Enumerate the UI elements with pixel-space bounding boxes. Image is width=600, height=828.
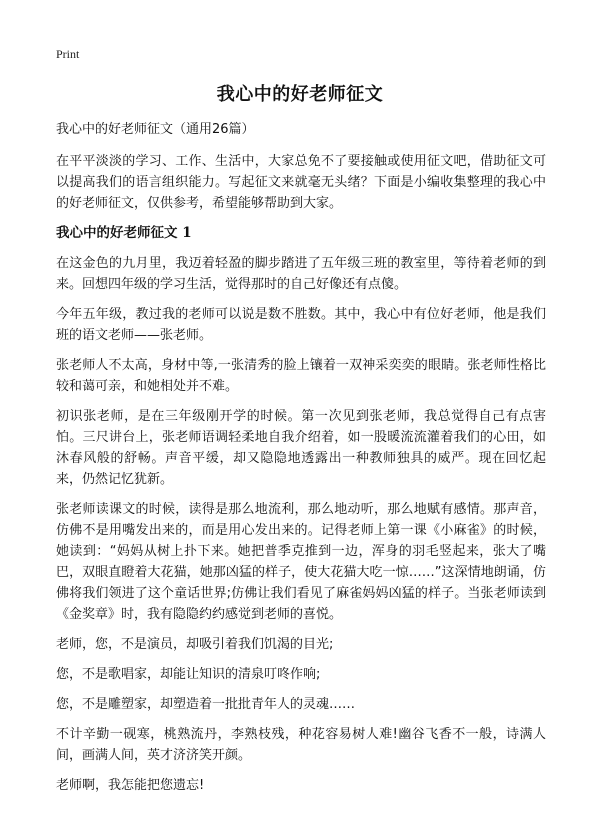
body-paragraph: 您，不是雕塑家，却塑造着一批批青年人的灵魂…… [56,697,356,712]
intro-paragraph: 在平平淡淡的学习、工作、生活中，大家总免不了要接触或使用征文吧，借助征文可以提高我们的语言组织能力。写起征文来就毫无头绪？下面是小编收集整理的我心中的好老师征文，仅供参考，希望能够帮助到大家。 [56,154,546,211]
body-paragraph: 张老师人不太高，身材中等,一张清秀的脸上镶着一双神采奕奕的眼睛。张老师性格比较和蔼可亲，和她相处并不难。 [56,358,546,394]
body-paragraph: 您，不是歌唱家，却能让知识的清泉叮咚作响; [56,667,321,682]
body-paragraph: 老师啊，我怎能把您遗忘! [56,778,205,793]
section-heading: 我心中的好老师征文 1 [56,225,192,241]
body-paragraph: 张老师读课文的时候，读得是那么地流利，那么地动听，那么地赋有感情。那声音，仿佛不是用嘴发出来的，而是用心发出来的。记得老师上第一课《小麻雀》的时候，她读到：“妈妈从树上扑下来。她把普季克推到一边，浑身的羽毛竖起来，张大了嘴巴，双眼直瞪着大花猫，她那凶猛的样子，使大花猫大吃一惊……”这深情地朗诵，仿佛将我们领进了这个童话世界;仿佛让我们看见了麻雀妈妈凶猛的样子。当张老师读到《金奖章》时，我有隐隐约约感觉到老师的喜悦。 [56,502,546,622]
body-paragraph: 老师，您，不是演员，却吸引着我们饥渴的目光; [56,637,334,652]
print-link[interactable]: Print [56,47,80,61]
body-paragraph: 不计辛勤一砚寒，桃熟流丹，李熟枝残，种花容易树人难!幽谷飞香不一般，诗满人间，画满人间，英才济济笑开颜。 [56,727,546,763]
page-title: 我心中的好老师征文 [216,84,384,105]
article-body [56,120,546,805]
article-subtitle: 我心中的好老师征文（通用26篇） [56,122,255,137]
body-paragraph: 今年五年级，教过我的老师可以说是数不胜数。其中，我心中有位好老师，他是我们班的语文老师——张老师。 [56,307,546,343]
body-paragraph: 初识张老师，是在三年级刚开学的时候。第一次见到张老师，我总觉得自己有点害怕。三尺讲台上，张老师语调轻柔地自我介绍着，如一股暖流流灌着我们的心田，如沐春风般的舒畅。声音平缓，却又隐隐地透露出一种教师独具的威严。现在回忆起来，仍然记忆犹新。 [56,409,546,487]
body-paragraph: 在这金色的九月里，我迈着轻盈的脚步踏进了五年级三班的教室里，等待着老师的到来。回想四年级的学习生活，觉得那时的自己好像还有点傻。 [56,256,546,292]
